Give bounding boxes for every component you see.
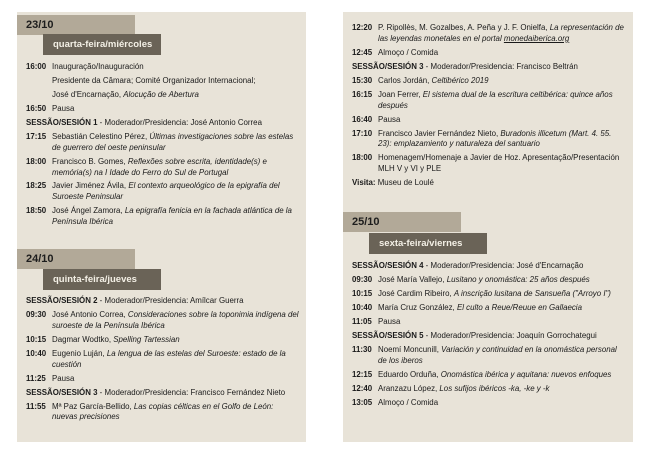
entry-speaker: Homenagem/Homenaje a Javier de Hoz. Apresentação/Presentación MLH V y VI y PLE: [378, 153, 620, 174]
entry-speaker: José d'Encarnação,: [52, 89, 124, 99]
time-slot: 15:30: [352, 75, 373, 85]
entry-title: Consideraciones sobre la toponimia indígena del suroeste de la Península Ibérica: [52, 309, 299, 330]
entry-text: [378, 90, 627, 112]
schedule-row: [26, 310, 300, 332]
entry-speaker: Dagmar Wodtko,: [52, 334, 114, 344]
schedule-row: [26, 206, 300, 228]
session-line: [352, 331, 627, 342]
time-slot: 09:30: [26, 309, 47, 319]
time-slot: 16:00: [26, 62, 47, 71]
schedule-row: [26, 132, 300, 154]
time-slot: 16:40: [352, 114, 373, 124]
entry-text: [52, 402, 300, 424]
session-line: [26, 296, 300, 307]
session-line: [352, 261, 627, 272]
entry-text: [378, 48, 627, 59]
time-slot: [26, 90, 52, 101]
entry-speaker: Francisco Javier Fernández Nieto,: [378, 128, 501, 138]
schedule-row: [352, 23, 627, 45]
entry-title: La representación de las leyendas monetales en el portal: [378, 23, 624, 43]
entry-speaker: Pausa: [378, 316, 401, 326]
time-slot: 11:05: [352, 316, 372, 326]
entry-text: [52, 374, 300, 385]
entry-text: [52, 132, 300, 154]
entry-text: [52, 310, 300, 332]
entry-speaker: Eugenio Luján,: [52, 348, 107, 358]
entry-speaker: José Ángel Zamora,: [52, 206, 125, 216]
entry-text: [378, 370, 627, 381]
entry-text: [52, 76, 300, 87]
time-slot: 10:15: [26, 334, 47, 344]
date-tag-24: 24/10: [17, 249, 135, 269]
entry-speaker: José Cardim Ribeiro,: [378, 288, 454, 298]
entry-speaker: José Antonio Correa,: [52, 309, 128, 319]
portal-link[interactable]: monedaiberica.org: [503, 33, 570, 43]
entry-speaker: Noemí Moncunill,: [378, 344, 442, 354]
right-column: [343, 12, 633, 442]
time-slot: 11:55: [26, 401, 46, 411]
time-slot: 16:15: [352, 89, 373, 99]
entry-speaker: P. Ripollès, M. Gozalbes, A. Peña y J. F. Onielfa,: [378, 23, 550, 32]
schedule-row: [352, 384, 627, 395]
entry-speaker: Carlos Jordán,: [378, 75, 432, 85]
schedule-row: [26, 157, 300, 179]
left-column: [17, 12, 306, 442]
entry-speaker: Mª Paz García-Bellido,: [52, 401, 134, 411]
entry-text: [378, 398, 627, 409]
time-slot: 10:15: [352, 288, 373, 298]
entry-text: [52, 90, 300, 101]
session-label: SESSÃO/SESIÓN 3: [352, 61, 424, 71]
entry-speaker: Almoço / Comida: [378, 47, 439, 57]
entry-text: [378, 317, 627, 328]
entry-speaker: Javier Jiménez Ávila,: [52, 181, 129, 191]
session-moderator: - Moderador/Presidencia: Francisco Beltrán: [423, 61, 578, 71]
time-slot: 18:00: [352, 153, 373, 163]
entry-speaker: Presidente da Câmara; Comité Organizador Internacional;: [52, 75, 256, 85]
schedule-row: [26, 104, 300, 115]
session-moderator: - Moderador/Presidencia: Amílcar Guerra: [97, 296, 244, 305]
schedule-row: [26, 181, 300, 203]
entry-title: Alocução de Abertura: [123, 89, 199, 99]
time-slot: 11:30: [352, 344, 372, 354]
time-slot: 10:40: [26, 348, 47, 358]
date-tag-23: 23/10: [17, 15, 135, 35]
day2-schedule: [26, 296, 300, 426]
entry-text: [378, 345, 627, 367]
schedule-row: [26, 296, 300, 307]
entry-text: [378, 76, 627, 87]
entry-text: [378, 289, 627, 300]
session-moderator: Museu de Loulé: [375, 178, 434, 188]
schedule-row: [352, 90, 627, 112]
schedule-row: [352, 331, 627, 342]
entry-title: Reflexões sobre escrita, identidade(s) e memória(s) na I Idade do Ferro do Sul de Portugal: [52, 156, 267, 177]
schedule-row: [352, 153, 627, 175]
schedule-row: [352, 129, 627, 151]
entry-title: Onomástica ibérica y aquitana: nuevos enfoques: [440, 369, 612, 379]
schedule-row: [26, 388, 300, 399]
entry-title: La lengua de las estelas del Suroeste: estado de la cuestión: [52, 348, 286, 369]
time-slot: 09:30: [352, 274, 373, 284]
schedule-row: [26, 62, 300, 73]
schedule-row: [352, 178, 627, 189]
schedule-row: [26, 402, 300, 424]
entry-speaker: Pausa: [52, 103, 75, 113]
time-slot: 18:00: [26, 156, 47, 166]
visit-label: Visita:: [352, 178, 376, 188]
schedule-row: [352, 275, 627, 286]
schedule-row: [352, 398, 627, 409]
time-slot: 16:50: [26, 103, 47, 113]
entry-text: [378, 275, 627, 286]
schedule-row: [26, 349, 300, 371]
entry-title: Los sufijos ibéricos -ka, -ke y -k: [439, 383, 550, 393]
entry-text: [378, 115, 627, 126]
entry-title: Últimas investigaciones sobre las estelas de guerrero del oeste peninsular: [52, 131, 294, 152]
entry-title: El contexto arqueológico de la epigrafía del Suroeste Peninsular: [52, 181, 280, 202]
entry-title: Lusitano y onomástica: 25 años después: [446, 274, 590, 284]
weekday-tag-friday: sexta-feira/viernes: [369, 233, 487, 254]
session-label: SESSÃO/SESIÓN 4: [352, 261, 424, 270]
entry-text: [378, 384, 627, 395]
entry-speaker: Inauguração/Inauguración: [52, 62, 144, 71]
entry-title: Buradonis illicetum (Mart. 4. 55. 23): emplazamiento y naturaleza del santuario: [378, 128, 612, 149]
schedule-row: [26, 374, 300, 385]
entry-speaker: Sebastián Celestino Pérez,: [52, 131, 150, 141]
schedule-row: [26, 90, 300, 101]
entry-speaker: Francisco B. Gomes,: [52, 156, 128, 166]
session-line: [352, 178, 627, 189]
entry-text: [52, 206, 300, 228]
session-label: SESSÃO/SESIÓN 1: [26, 117, 98, 127]
entry-title: Variación y continuidad en la onomástica personal de los iberos: [378, 344, 617, 365]
time-slot: [26, 76, 52, 87]
entry-text: [52, 335, 300, 346]
schedule-row: [352, 289, 627, 300]
session-moderator: - Moderador/Presidencia: Francisco Fernández Nieto: [97, 387, 286, 397]
weekday-tag-thursday: quinta-feira/jueves: [43, 269, 161, 290]
session-moderator: - Moderador/Presidencia: José Antonio Correa: [97, 117, 262, 127]
time-slot: 12:20: [352, 23, 373, 32]
entry-text: [378, 303, 627, 314]
schedule-row: [352, 345, 627, 367]
entry-title: El sistema dual de la escritura celtibérica: quince años después: [378, 89, 613, 110]
day1-schedule: [26, 62, 300, 231]
time-slot: 18:50: [26, 206, 47, 216]
entry-title: A inscrição lusitana de Sansueña ("Arroyo I"): [453, 288, 611, 298]
day3-schedule: [352, 261, 627, 412]
session-label: SESSÃO/SESIÓN 2: [26, 296, 98, 305]
entry-speaker: María Cruz González,: [378, 302, 457, 312]
schedule-row: [26, 76, 300, 87]
entry-title: Celtibérico 2019: [431, 75, 489, 85]
time-slot: 12:15: [352, 369, 373, 379]
entry-speaker: Pausa: [378, 114, 401, 124]
date-tag-25: 25/10: [343, 212, 461, 232]
entry-text: [52, 157, 300, 179]
session-line: [352, 62, 627, 73]
time-slot: 17:15: [26, 131, 47, 141]
time-slot: 18:25: [26, 181, 47, 191]
entry-title: Spelling Tartessian: [113, 334, 180, 344]
session-label: SESSÃO/SESIÓN 5: [352, 330, 424, 340]
entry-title: Las copias célticas en el Golfo de León: nuevas precisiones: [52, 401, 274, 422]
entry-speaker: Eduardo Orduña,: [378, 369, 441, 379]
entry-title: La epigrafía fenicia en la fachada atlántica de la Península Ibérica: [52, 206, 292, 227]
session-line: [26, 388, 300, 399]
entry-text: [52, 62, 300, 73]
entry-text: [378, 153, 627, 175]
entry-text: [378, 23, 627, 45]
entry-title: El culto a Reue/Reuue en Gallaecia: [456, 302, 582, 312]
entry-text: [52, 181, 300, 203]
session-label: SESSÃO/SESIÓN 3: [26, 387, 98, 397]
weekday-tag-wednesday: quarta-feira/miércoles: [43, 34, 161, 55]
day2-schedule-continued: [352, 23, 627, 192]
session-line: [26, 118, 300, 129]
schedule-row: [352, 261, 627, 272]
schedule-row: [352, 370, 627, 381]
session-moderator: - Moderador/Presidencia: José d'Encarnação: [423, 261, 584, 270]
time-slot: 12:45: [352, 47, 373, 57]
entry-text: [378, 129, 627, 151]
time-slot: 13:05: [352, 397, 373, 407]
session-moderator: - Moderador/Presidencia: Joaquín Gorrochategui: [423, 330, 597, 340]
time-slot: 10:40: [352, 302, 373, 312]
entry-speaker: Aranzazu López,: [378, 383, 440, 393]
entry-speaker: Pausa: [52, 373, 75, 383]
schedule-row: [352, 76, 627, 87]
schedule-row: [352, 303, 627, 314]
schedule-row: [26, 118, 300, 129]
entry-speaker: Almoço / Comida: [378, 397, 439, 407]
time-slot: 11:25: [26, 373, 46, 383]
schedule-row: [352, 317, 627, 328]
time-slot: 17:10: [352, 128, 373, 138]
time-slot: 12:40: [352, 383, 373, 393]
schedule-row: [352, 62, 627, 73]
schedule-row: [352, 48, 627, 59]
schedule-row: [352, 115, 627, 126]
entry-speaker: Joan Ferrer,: [378, 89, 423, 99]
entry-speaker: José María Vallejo,: [378, 274, 447, 284]
entry-text: [52, 104, 300, 115]
schedule-row: [26, 335, 300, 346]
entry-text: [52, 349, 300, 371]
